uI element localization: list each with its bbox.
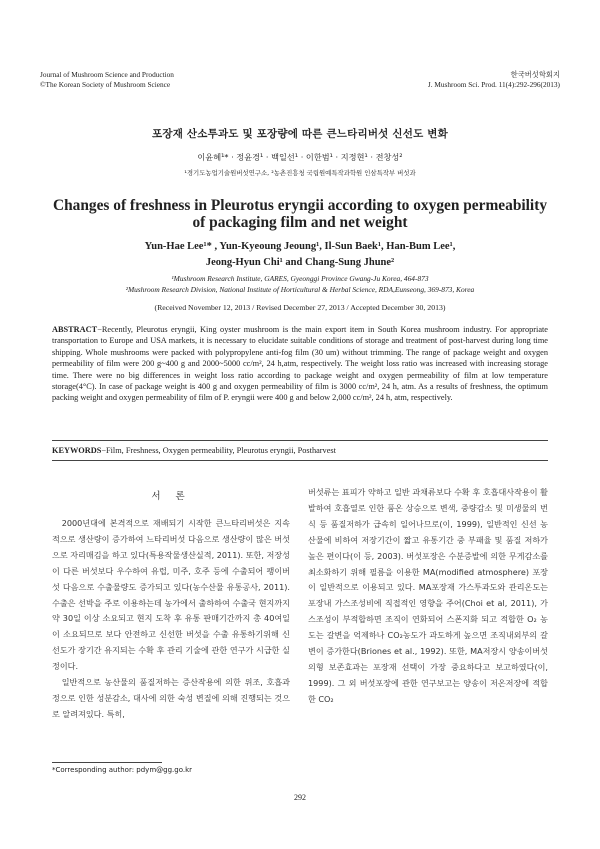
page-number: 292 (294, 793, 306, 802)
keywords-label: KEYWORDS (52, 446, 102, 455)
abstract-text: −Recently, Pleurotus eryngii, King oyster mushroom is the main export item in South Korea mushroom industry. For appropriate transportation to Europe and USA markets, it is necessary to elucidate suitable conditions of storage and treatment of post-harvest during long time shipping. Whole mushrooms were packed with polypropylene anti-fog film (30 um) without trimming. The range of package weight and oxygen permeability of film were 200 g~400 g and 2000~5000 cc/m², 24 h,atm, respectively. The weight loss ratio was increased with increasing storage time. There were no big differences in weight loss ratio according to package weight and oxygen permeability of film at low temperature storage(4°C). In case of package weight is 400 g and oxygen permeability of film is 3000 cc/m², 24 h, atm. As a results of freshness, the optimum packing weight and oxygen permeability of film of P. eryngii were 400 g and below 2,000 cc/m², 24 h, atm, respectively. (52, 325, 548, 403)
journal-name-ko: 한국버섯학회지 (510, 70, 560, 79)
paragraph: 일반적으로 농산물의 품질저하는 증산작용에 의한 위조, 호흡과정으로 인한 성분감소, 대사에 의한 숙성 변질에 의해 진행되는 것으로 알려져있다. 특히, (52, 677, 290, 719)
paragraph: 버섯류는 표피가 약하고 일반 과채류보다 수확 후 호흡대사작용이 활발하여 호흡열로 인한 품온 상승으로 변색, 중량감소 및 미생물의 번식 등 품질저하가 급속히 일어나므로(이, 1999), 일반적인 신선 농산물에 비하여 저장기간이 짧고 유통기간 중 부패율 및 품질 저하가 높은 편이다(이 등, 2003). 버섯포장은 수분증발에 의한 무게감소를 최소화하기 위해 필름을 이용한 MA(modified atmosphere) 포장이 일반적으로 이용되고 있다. MA포장재 가스투과도와 관리온도는 포장내 가스조성비에 직접적인 영향을 주어(Choi et al, 2011), 가스조성이 부적합하면 조직이 연화되어 스폰지화 되고 적합한 O₂ 농도는 갈변을 억제하나 CO₂농도가 과도하게 높으면 조직내외부의 갈변이 증가한다(Briones et al., 1992). 또한, MA저장시 양송이버섯의형 보존효과는 포장재 선택이 가장 중요하다고 보고하였다(이, 1999). 그 외 버섯포장에 관한 연구보고는 양송이 저온저장에 적합한 CO₂ (308, 487, 548, 704)
footnote: *Corresponding author: pdym@gg.go.kr (52, 766, 193, 774)
citation: J. Mushroom Sci. Prod. 11(4):292-296(2013) (427, 80, 560, 89)
divider-top (52, 440, 548, 441)
abstract (52, 324, 548, 404)
title-ko: 포장재 산소투과도 및 포장량에 따른 큰느타리버섯 신선도 변화 (152, 128, 448, 140)
divider-bottom (52, 460, 548, 461)
journal-name: Journal of Mushroom Science and Production (40, 70, 174, 79)
title-en (0, 197, 600, 231)
journal-header-left (40, 70, 174, 90)
keywords (52, 446, 336, 455)
affiliation-en-1: ¹Mushroom Research Institute, GARES, Gyeonggi Province Gwang-Ju Korea, 464-873 (171, 274, 429, 283)
journal-header-right (428, 70, 560, 90)
paragraph: 2000년대에 본격적으로 재배되기 시작한 큰느타리버섯은 지속적으로 생산량이 증가하여 느타리버섯 다음으로 생산량이 많은 버섯으로 자리매김을 하고 있다(특용작물생산실적, 2011). 또한, 저장성이 다른 버섯보다 우수하여 유럽, 미주, 호주 등에 수출되어 팽이버섯 다음으로 수출물량도 증가되고 있다(농수산물 유통공사, 2011). 수출은 선박을 주로 이용하는데 농가에서 출하하여 수출국 현지까지 약 30일 이상 소요되고 현지 도착 후 유통 판매기간까지 총 40여일이 소요되므로 보다 안전하고 신선한 버섯을 수출 유통하기위해 신선도가 장기간 유지되는 수확 후 관리 기술에 관한 연구가 시급한 실정이다. (52, 518, 290, 672)
authors-en-line2: Jeong-Hyun Chi¹ and Chang-Sung Jhune² (205, 257, 395, 268)
title-en-line2: of packaging film and net weight (192, 214, 408, 231)
abstract-label: ABSTRACT (52, 325, 98, 334)
authors-ko: 이윤혜¹* · 정윤경¹ · 백일선¹ · 이한범¹ · 지정현¹ · 전창성² (197, 152, 403, 162)
keywords-text: −Film, Freshness, Oxygen permeability, Pleurotus eryngii, Postharvest (101, 446, 336, 455)
affiliation-ko: ¹경기도농업기술원버섯연구소, ²농촌진흥청 국립원예특작과학원 인삼특작부 버섯과 (184, 169, 416, 177)
authors-en-line1: Yun-Hae Lee¹* , Yun-Kyeoung Jeoung¹, Il-Sun Baek¹, Han-Bum Lee¹, (144, 241, 456, 252)
society-name: ©The Korean Society of Mushroom Science (40, 80, 171, 89)
right-column (308, 485, 548, 708)
title-en-line1: Changes of freshness in Pleurotus eryngii according to oxygen permeability (52, 197, 548, 214)
affiliation-en-2: ²Mushroom Research Division, National Institute of Horticultural & Herbal Science, RDA,Eunseong, 369-873, Korea (125, 285, 475, 294)
left-column (52, 516, 290, 723)
footnote-rule (52, 762, 162, 763)
affiliation-en (0, 273, 600, 295)
authors-en (0, 239, 600, 271)
section-title: 서 론 (151, 491, 191, 502)
received-dates: (Received November 12, 2013 / Revised December 27, 2013 / Accepted December 30, 2013) (154, 303, 446, 312)
